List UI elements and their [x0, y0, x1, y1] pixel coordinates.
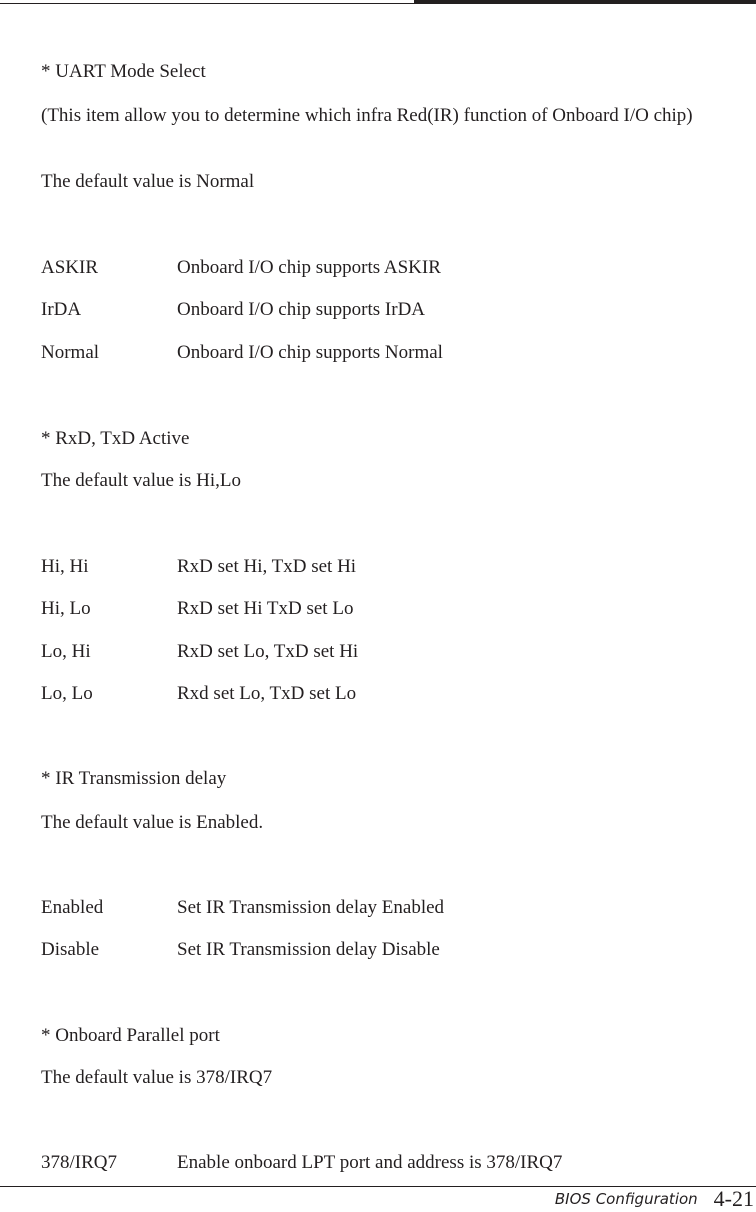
option-desc: RxD set Hi TxD set Lo [177, 598, 354, 619]
option-value: Enabled [41, 897, 104, 918]
section-heading: * UART Mode Select [41, 61, 206, 82]
option-desc: Set IR Transmission delay Disable [177, 939, 440, 960]
option-value: Disable [41, 939, 100, 960]
option-desc: Onboard I/O chip supports Normal [177, 342, 443, 363]
option-value: ASKIR [41, 257, 99, 278]
section-description: (This item allow you to determine which infra Red(IR) function of Onboard I/O chip) [41, 105, 693, 126]
option-desc: Rxd set Lo, TxD set Lo [177, 683, 357, 704]
header-rule [0, 3, 414, 4]
option-desc: RxD set Hi, TxD set Hi [177, 556, 357, 577]
default-value: The default value is Enabled. [41, 812, 264, 833]
default-value: The default value is Normal [41, 171, 255, 192]
option-desc: RxD set Lo, TxD set Hi [177, 641, 359, 662]
option-value: Lo, Hi [41, 641, 91, 662]
option-value: 378/IRQ7 [41, 1152, 117, 1173]
option-value: IrDA [41, 299, 82, 320]
option-desc: Set IR Transmission delay Enabled [177, 897, 445, 918]
page-footer [555, 1186, 754, 1212]
option-value: Lo, Lo [41, 683, 93, 704]
option-value: Normal [41, 342, 100, 363]
section-heading: * Onboard Parallel port [41, 1025, 220, 1046]
option-desc: Onboard I/O chip supports ASKIR [177, 257, 441, 278]
option-value: Hi, Lo [41, 598, 91, 619]
section-heading: * RxD, TxD Active [41, 428, 190, 449]
section-heading: * IR Transmission delay [41, 768, 227, 789]
default-value: The default value is Hi,Lo [41, 470, 241, 491]
option-value: Hi, Hi [41, 556, 89, 577]
option-desc: Enable onboard LPT port and address is 378/IRQ7 [177, 1152, 563, 1173]
header-bar [414, 0, 756, 4]
page-number: 4-21 [713, 1186, 754, 1211]
default-value: The default value is 378/IRQ7 [41, 1067, 273, 1088]
footer-title: BIOS Configuration [554, 1190, 698, 1208]
option-desc: Onboard I/O chip supports IrDA [177, 299, 426, 320]
